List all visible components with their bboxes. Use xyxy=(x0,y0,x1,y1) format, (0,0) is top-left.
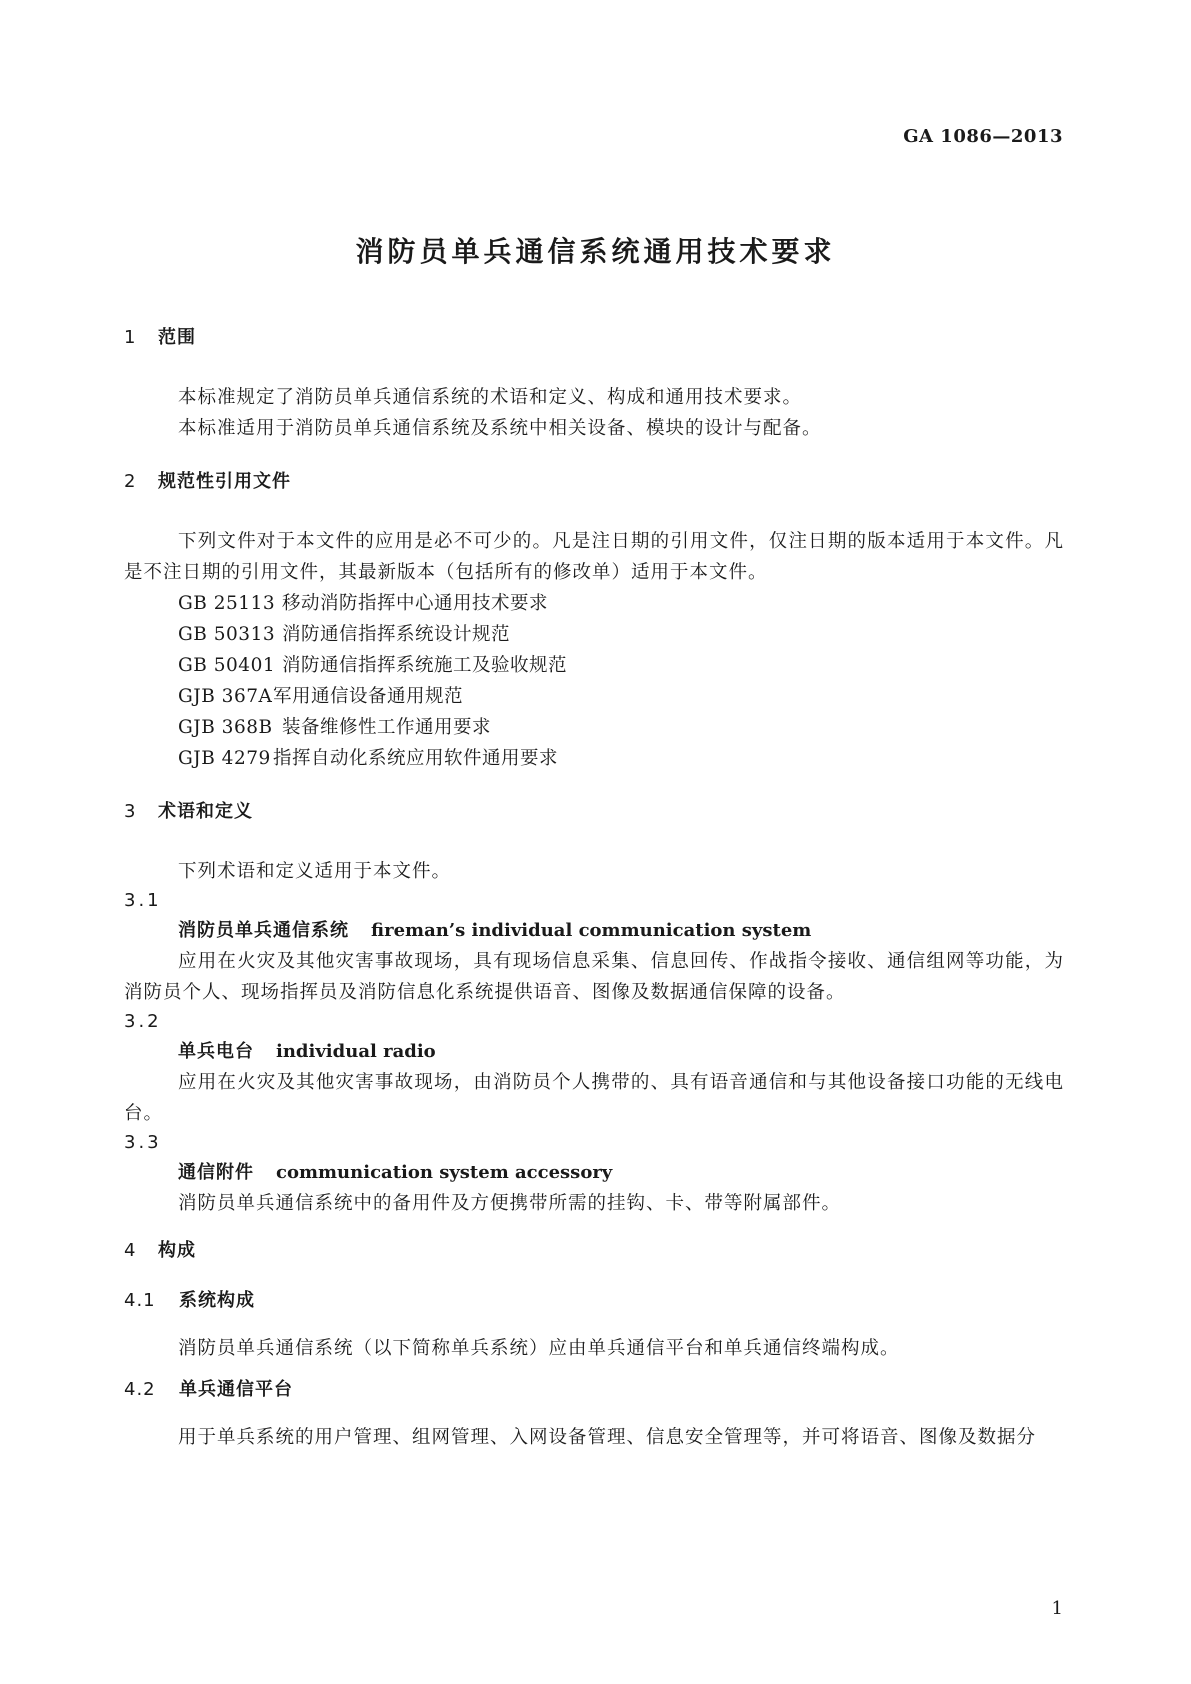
standard-code: GA 1086—2013 xyxy=(903,126,1063,147)
term-definition: 应用在火灾及其他灾害事故现场，由消防员个人携带的、具有语音通信和与其他设备接口功能的无线电台。 xyxy=(124,1072,1064,1124)
page-number: 1 xyxy=(1051,1598,1063,1619)
term-number: 3.2 xyxy=(124,1011,162,1032)
reference-item: GB 50313 消防通信指挥系统设计规范 xyxy=(178,624,511,645)
term-definition: 应用在火灾及其他灾害事故现场，具有现场信息采集、信息回传、作战指令接收、通信组网等功能，为消防员个人、现场指挥员及消防信息化系统提供语音、图像及数据通信保障的设备。 xyxy=(124,951,1064,1003)
term-heading: 单兵电台 individual radio xyxy=(178,1041,436,1062)
section-heading-4: 4 构成 xyxy=(124,1240,196,1261)
reference-item: GJB 4279 指挥自动化系统应用软件通用要求 xyxy=(178,748,559,769)
section-heading-1: 1 范围 xyxy=(124,327,196,348)
paragraph: 下列文件对于本文件的应用是必不可少的。凡是注日期的引用文件，仅注日期的版本适用于本文件。凡是不注日期的引用文件，其最新版本（包括所有的修改单）适用于本文件。 xyxy=(124,531,1064,583)
paragraph: 下列术语和定义适用于本文件。 xyxy=(178,861,452,882)
paragraph: 用于单兵系统的用户管理、组网管理、入网设备管理、信息安全管理等，并可将语音、图像及数据分 xyxy=(178,1427,1037,1448)
subsection-heading-4-1: 4.1 系统构成 xyxy=(124,1290,255,1311)
document-body xyxy=(124,326,1064,1453)
reference-item: GJB 368B 装备维修性工作通用要求 xyxy=(178,717,492,738)
document-title: 消防员单兵通信系统通用技术要求 xyxy=(355,235,836,268)
paragraph: 本标准规定了消防员单兵通信系统的术语和定义、构成和通用技术要求。 xyxy=(178,387,803,408)
paragraph: 消防员单兵通信系统（以下简称单兵系统）应由单兵通信平台和单兵通信终端构成。 xyxy=(178,1338,900,1359)
section-heading-3: 3 术语和定义 xyxy=(124,801,253,822)
reference-item: GB 25113 移动消防指挥中心通用技术要求 xyxy=(178,593,549,614)
term-number: 3.3 xyxy=(124,1132,162,1153)
reference-item: GB 50401 消防通信指挥系统施工及验收规范 xyxy=(178,655,568,676)
section-heading-2: 2 规范性引用文件 xyxy=(124,471,291,492)
reference-item: GJB 367A军用通信设备通用规范 xyxy=(178,686,464,707)
term-heading: 消防员单兵通信系统 fireman’s individual communication system xyxy=(178,920,812,941)
term-heading: 通信附件 communication system accessory xyxy=(178,1162,613,1183)
subsection-heading-4-2: 4.2 单兵通信平台 xyxy=(124,1379,293,1400)
term-definition: 消防员单兵通信系统中的备用件及方便携带所需的挂钩、卡、带等附属部件。 xyxy=(178,1193,842,1214)
paragraph: 本标准适用于消防员单兵通信系统及系统中相关设备、模块的设计与配备。 xyxy=(178,418,822,439)
term-number: 3.1 xyxy=(124,890,162,911)
